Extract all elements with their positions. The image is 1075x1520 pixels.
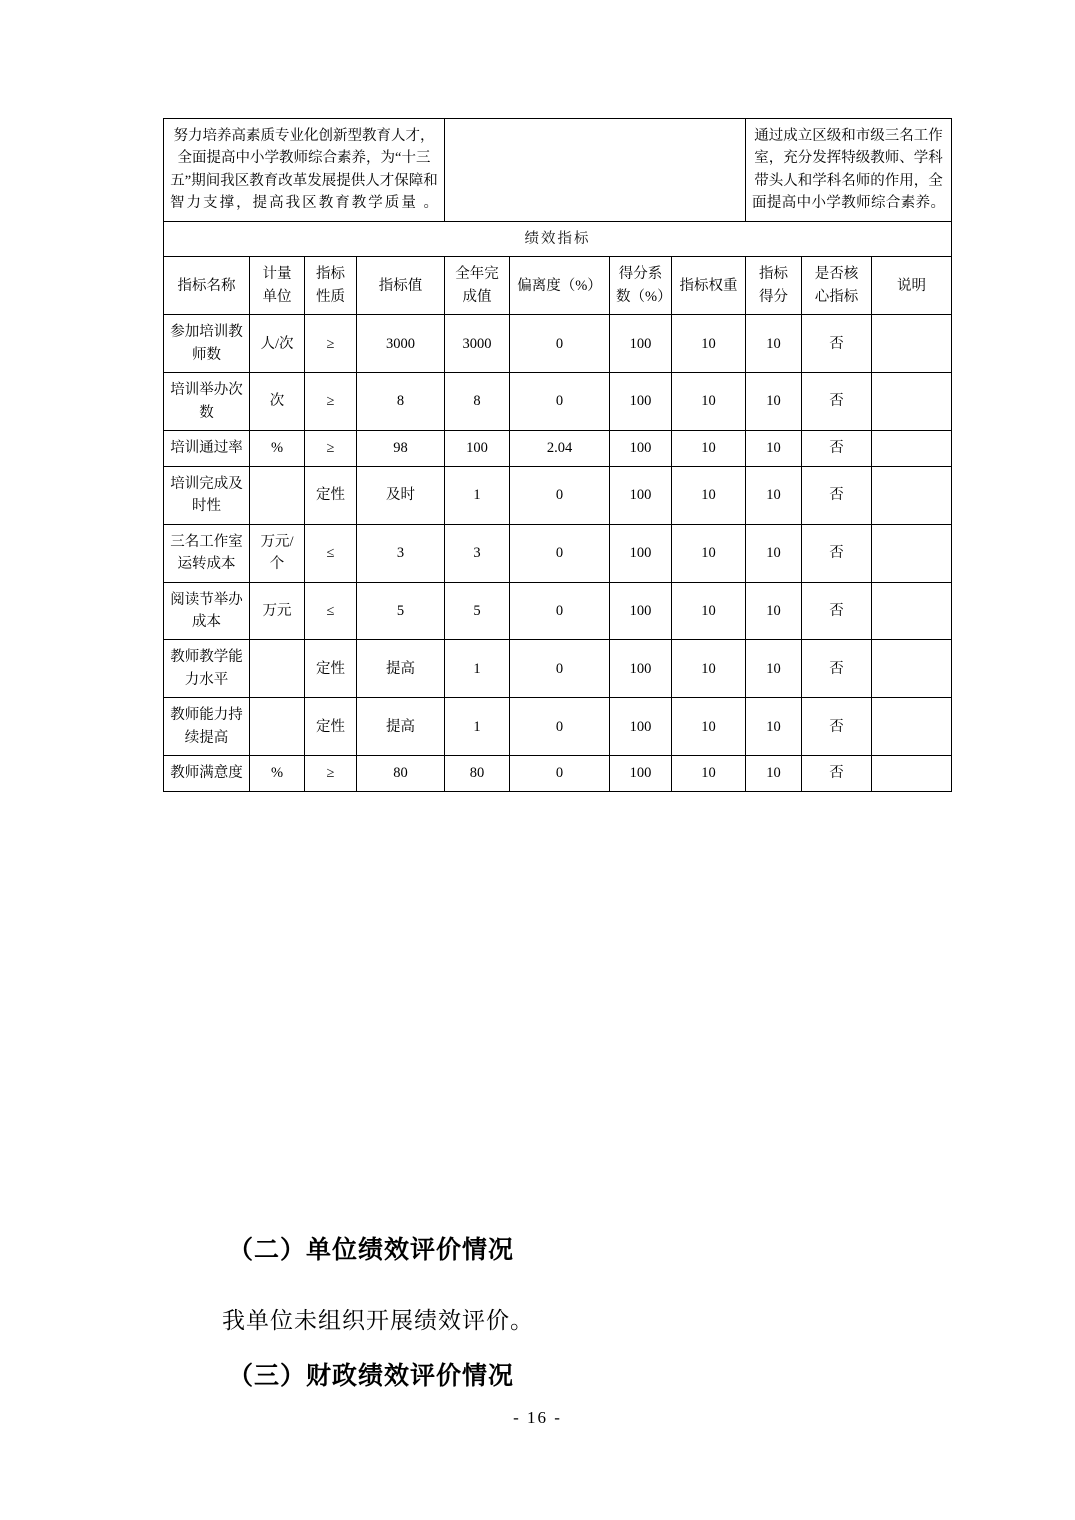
cell-note — [872, 466, 952, 524]
cell-deviation: 0 — [510, 582, 610, 640]
cell-deviation: 2.04 — [510, 431, 610, 466]
banner-title: 绩效指标 — [164, 221, 952, 256]
cell-target: 5 — [357, 582, 445, 640]
cell-actual: 5 — [445, 582, 510, 640]
cell-score: 10 — [746, 524, 802, 582]
cell-target: 提高 — [357, 698, 445, 756]
cell-core: 否 — [802, 524, 872, 582]
cell-name: 培训完成及时性 — [164, 466, 250, 524]
table-row — [164, 698, 952, 756]
cell-target: 8 — [357, 373, 445, 431]
table-row — [164, 524, 952, 582]
cell-actual: 1 — [445, 466, 510, 524]
cell-target: 3000 — [357, 315, 445, 373]
cell-actual: 1 — [445, 640, 510, 698]
cell-deviation: 0 — [510, 466, 610, 524]
cell-note — [872, 640, 952, 698]
cell-score: 10 — [746, 640, 802, 698]
cell-target: 提高 — [357, 640, 445, 698]
cell-nature: ≥ — [305, 373, 357, 431]
banner-row — [164, 221, 952, 256]
intro-row — [164, 119, 952, 222]
cell-deviation: 0 — [510, 756, 610, 791]
cell-unit: 人/次 — [250, 315, 305, 373]
cell-weight: 10 — [672, 640, 746, 698]
cell-score: 10 — [746, 756, 802, 791]
intro-left-cell: 努力培养高素质专业化创新型教育人才，全面提高中小学教师综合素养，为“十三五”期间我区教育改革发展提供人才保障和智力支撑，提高我区教育教学质量 。 — [164, 119, 445, 222]
cell-score: 10 — [746, 315, 802, 373]
section-heading-three: （三）财政绩效评价情况 — [228, 1361, 515, 1390]
cell-score-coef: 100 — [610, 582, 672, 640]
cell-note — [872, 756, 952, 791]
cell-score-coef: 100 — [610, 373, 672, 431]
cell-note — [872, 431, 952, 466]
cell-actual: 3 — [445, 524, 510, 582]
cell-core: 否 — [802, 466, 872, 524]
cell-score: 10 — [746, 466, 802, 524]
col-header-deviation: 偏离度（%） — [510, 257, 610, 315]
cell-unit: 次 — [250, 373, 305, 431]
col-header-name: 指标名称 — [164, 257, 250, 315]
cell-score: 10 — [746, 431, 802, 466]
cell-target: 及时 — [357, 466, 445, 524]
col-header-score-coef: 得分系数（%） — [610, 257, 672, 315]
intro-right-cell: 通过成立区级和市级三名工作室，充分发挥特级教师、学科带头人和学科名师的作用，全面提高中小学教师综合素养。 — [746, 119, 952, 222]
col-header-note: 说明 — [872, 257, 952, 315]
cell-name: 教师能力持续提高 — [164, 698, 250, 756]
cell-deviation: 0 — [510, 373, 610, 431]
cell-weight: 10 — [672, 315, 746, 373]
cell-unit: % — [250, 431, 305, 466]
cell-score-coef: 100 — [610, 431, 672, 466]
col-header-unit: 计量单位 — [250, 257, 305, 315]
cell-nature: ≤ — [305, 524, 357, 582]
cell-nature: 定性 — [305, 640, 357, 698]
cell-weight: 10 — [672, 756, 746, 791]
col-header-score: 指标得分 — [746, 257, 802, 315]
cell-core: 否 — [802, 315, 872, 373]
section-heading-two: （二）单位绩效评价情况 — [228, 1235, 515, 1264]
cell-name: 参加培训教师数 — [164, 315, 250, 373]
cell-weight: 10 — [672, 698, 746, 756]
cell-nature: ≥ — [305, 756, 357, 791]
cell-deviation: 0 — [510, 315, 610, 373]
cell-weight: 10 — [672, 524, 746, 582]
cell-nature: 定性 — [305, 698, 357, 756]
cell-nature: ≥ — [305, 431, 357, 466]
cell-score-coef: 100 — [610, 524, 672, 582]
cell-target: 80 — [357, 756, 445, 791]
document-body — [163, 118, 946, 792]
cell-deviation: 0 — [510, 698, 610, 756]
table-row — [164, 640, 952, 698]
cell-actual: 100 — [445, 431, 510, 466]
cell-unit: % — [250, 756, 305, 791]
cell-score: 10 — [746, 698, 802, 756]
table-row — [164, 756, 952, 791]
intro-middle-cell — [445, 119, 746, 222]
cell-core: 否 — [802, 431, 872, 466]
cell-nature: ≥ — [305, 315, 357, 373]
cell-weight: 10 — [672, 431, 746, 466]
table-row — [164, 582, 952, 640]
cell-note — [872, 698, 952, 756]
cell-score-coef: 100 — [610, 756, 672, 791]
cell-score-coef: 100 — [610, 315, 672, 373]
col-header-core: 是否核心指标 — [802, 257, 872, 315]
cell-weight: 10 — [672, 373, 746, 431]
cell-actual: 1 — [445, 698, 510, 756]
cell-core: 否 — [802, 756, 872, 791]
cell-name: 培训通过率 — [164, 431, 250, 466]
page-footer: - 16 - — [513, 1408, 562, 1427]
cell-actual: 3000 — [445, 315, 510, 373]
col-header-actual: 全年完成值 — [445, 257, 510, 315]
cell-nature: ≤ — [305, 582, 357, 640]
cell-unit: 万元 — [250, 582, 305, 640]
cell-name: 三名工作室运转成本 — [164, 524, 250, 582]
cell-note — [872, 524, 952, 582]
section-two-paragraph: 我单位未组织开展绩效评价。 — [222, 1308, 534, 1333]
cell-deviation: 0 — [510, 640, 610, 698]
cell-name: 培训举办次数 — [164, 373, 250, 431]
cell-core: 否 — [802, 582, 872, 640]
cell-target: 3 — [357, 524, 445, 582]
cell-note — [872, 373, 952, 431]
cell-score-coef: 100 — [610, 698, 672, 756]
cell-unit — [250, 698, 305, 756]
cell-name: 教师教学能力水平 — [164, 640, 250, 698]
cell-core: 否 — [802, 640, 872, 698]
cell-unit — [250, 466, 305, 524]
table-row — [164, 466, 952, 524]
cell-unit — [250, 640, 305, 698]
cell-actual: 8 — [445, 373, 510, 431]
cell-nature: 定性 — [305, 466, 357, 524]
cell-target: 98 — [357, 431, 445, 466]
cell-deviation: 0 — [510, 524, 610, 582]
cell-weight: 10 — [672, 466, 746, 524]
cell-name: 阅读节举办成本 — [164, 582, 250, 640]
cell-note — [872, 315, 952, 373]
performance-table — [163, 118, 952, 792]
table-row — [164, 373, 952, 431]
cell-score: 10 — [746, 582, 802, 640]
col-header-target: 指标值 — [357, 257, 445, 315]
cell-name: 教师满意度 — [164, 756, 250, 791]
table-row — [164, 431, 952, 466]
cell-score-coef: 100 — [610, 640, 672, 698]
cell-score-coef: 100 — [610, 466, 672, 524]
cell-core: 否 — [802, 698, 872, 756]
cell-note — [872, 582, 952, 640]
col-header-nature: 指标性质 — [305, 257, 357, 315]
table-row — [164, 315, 952, 373]
cell-score: 10 — [746, 373, 802, 431]
cell-unit: 万元/个 — [250, 524, 305, 582]
cell-core: 否 — [802, 373, 872, 431]
col-header-weight: 指标权重 — [672, 257, 746, 315]
cell-actual: 80 — [445, 756, 510, 791]
cell-weight: 10 — [672, 582, 746, 640]
table-header-row — [164, 257, 952, 315]
